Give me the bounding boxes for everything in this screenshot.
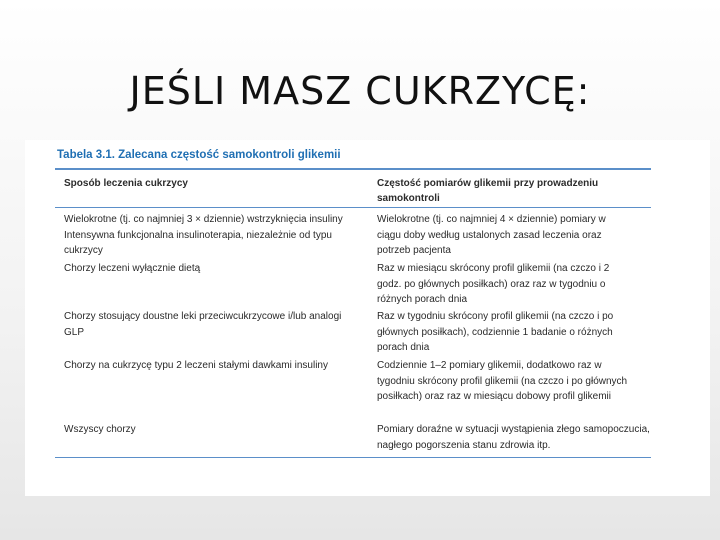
- row-4-method: Wszyscy chorzy: [64, 424, 136, 435]
- row-3-method: Chorzy na cukrzycę typu 2 leczeni stałymi dawkami insuliny: [64, 360, 328, 371]
- row-1-frequency: Raz w miesiącu skrócony profil glikemii (na czczo i 2 godz. po głównych posiłkach) oraz raz w tygodniu o różnych porach dnia: [377, 263, 610, 305]
- slide-title: JEŚLI MASZ CUKRZYCĘ:: [129, 69, 591, 114]
- row-2-frequency: Raz w tygodniu skrócony profil glikemii (na czczo i po głównych posiłkach), codziennie 1 badanie o różnych porach dnia: [377, 311, 614, 353]
- table-bottom-rule: [55, 457, 651, 458]
- row-0-method: Wielokrotne (tj. co najmniej 3 × dziennie) wstrzyknięcia insuliny Intensywna funkcjonalna insulinoterapia, niezależnie od typu cukrzycy: [64, 214, 343, 256]
- row-1-method: Chorzy leczeni wyłącznie dietą: [64, 263, 201, 274]
- header-frequency: Częstość pomiarów glikemii przy prowadzeniu samokontroli: [377, 178, 599, 204]
- row-3-frequency: Codziennie 1–2 pomiary glikemii, dodatkowo raz w tygodniu skrócony profil glikemii (na czczo i po głównych posiłkach) oraz raz w miesiącu dobowy profil glikemii: [377, 360, 628, 402]
- row-0-frequency: Wielokrotne (tj. co najmniej 4 × dziennie) pomiary w ciągu doby według ustalonych zasad leczenia oraz potrzeb pacjenta: [377, 214, 606, 256]
- header-rule: [55, 207, 651, 208]
- row-4-frequency: Pomiary doraźne w sytuacji wystąpienia złego samopoczucia, nagłego pogorszenia stanu zdrowia itp.: [377, 424, 650, 451]
- header-method: Sposób leczenia cukrzycy: [64, 178, 188, 189]
- table-image: [25, 140, 710, 496]
- row-2-method: Chorzy stosujący doustne leki przeciwcukrzycowe i/lub analogi GLP: [64, 311, 342, 338]
- table-caption: Tabela 3.1. Zalecana częstość samokontroli glikemii: [57, 149, 341, 161]
- table-top-rule: [55, 168, 651, 170]
